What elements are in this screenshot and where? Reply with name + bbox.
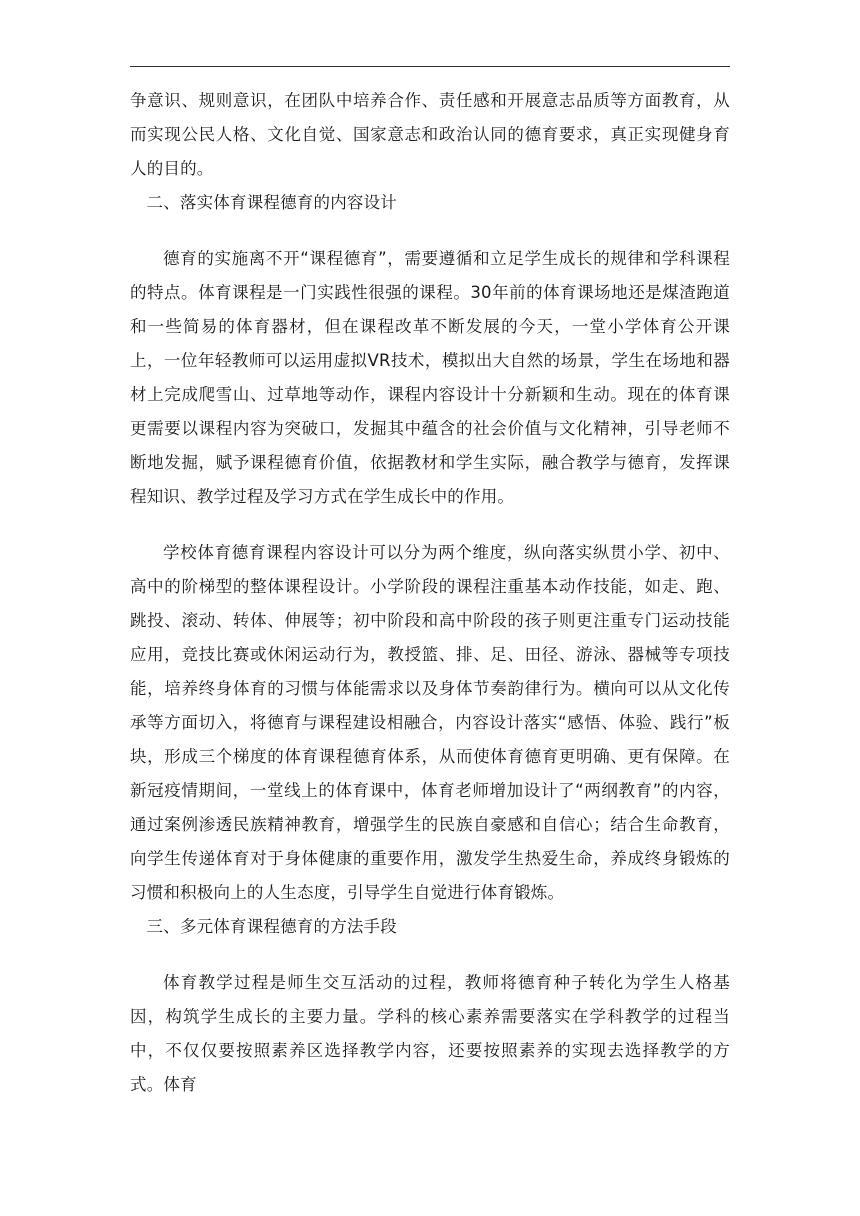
section-heading-3: 三、多元体育课程德育的方法手段 (146, 917, 397, 936)
paragraph-two-dimensions: 学校体育德育课程内容设计可以分为两个维度，纵向落实纵贯小学、初中、高中的阶梯型的整体课程设计。小学阶段的课程注重基本动作技能，如走、跑、跳投、滚动、转体、伸展等；初中阶段和高中阶段的孩子则更注重专门运动技能应用，竞技比赛或休闲运动行为，教授篮、排、足、田径、游泳、器械等专项技能，培养终身体育的习惯与体能需求以及身体节奏韵律行为。横向可以从文化传承等方面切入，将德育与课程建设相融合，内容设计落实“感悟、体验、践行”板块，形成三个梯度的体育课程德育体系，从而使体育德育更明确、更有保障。在新冠疫情期间，一堂线上的体育课中，体育老师增加设计了“两纲教育”的内容，通过案例渗透民族精神教育，增强学生的民族自豪感和自信心；结合生命教育，向学生传递体育对于身体健康的重要作用，激发学生热爱生命，养成终身锻炼的习惯和积极向上的人生态度，引导学生自觉进行体育锻炼。 (130, 543, 730, 902)
document-body (130, 84, 730, 1102)
paragraph-teaching-process: 体育教学过程是师生交互活动的过程，教师将德育种子转化为学生人格基因，构筑学生成长的主要力量。学科的核心素养需要落实在学科教学的过程当中，不仅仅要按照素养区选择教学内容，还要按照素养的实现去选择教学的方式。体育 (130, 973, 730, 1094)
paragraph-content-design: 德育的实施离不开“课程德育”，需要遵循和立足学生成长的规律和学科课程的特点。体育课程是一门实践性很强的课程。30年前的体育课场地还是煤渣跑道和一些简易的体育器材，但在课程改革不断发展的今天，一堂小学体育公开课上，一位年轻教师可以运用虚拟VR技术，模拟出大自然的场景，学生在场地和器材上完成爬雪山、过草地等动作，课程内容设计十分新颖和生动。现在的体育课更需要以课程内容为突破口，发掘其中蕴含的社会价值与文化精神，引导老师不断地发掘，赋予课程德育价值，依据教材和学生实际，融合教学与德育，发挥课程知识、教学过程及学习方式在学生成长中的作用。 (130, 249, 730, 506)
section-heading-2: 二、落实体育课程德育的内容设计 (146, 193, 397, 212)
header-rule (130, 66, 730, 67)
paragraph-continued: 争意识、规则意识，在团队中培养合作、责任感和开展意志品质等方面教育，从而实现公民人格、文化自觉、国家意志和政治认同的德育要求，真正实现健身育人的目的。 (130, 91, 730, 178)
